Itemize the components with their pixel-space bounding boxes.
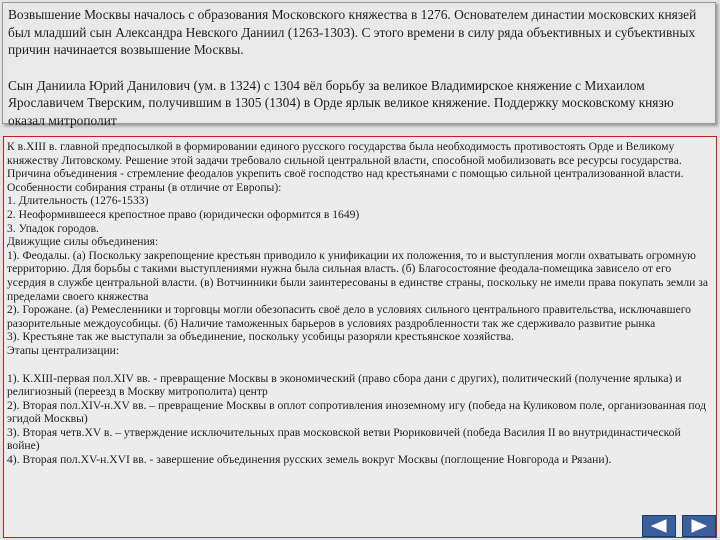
details-line: Этапы централизации: <box>7 343 120 357</box>
details-line: 3). Крестьяне так же выступали за объединение, поскольку усобицы разоряли крестьянское хозяйства. <box>7 330 514 344</box>
previous-slide-button[interactable] <box>642 515 676 537</box>
details-text-box <box>3 136 717 538</box>
details-line: Особенности собирания страны (в отличие от Европы): <box>7 180 282 194</box>
details-line: 1). Феодалы. (а) Поскольку закрепощение крестьян приводило к унификации их положения, то и выступления могли охватывать огромную территорию. Для борьбы с такими выступлениями нужна была сильная власть. (б) Благосостояние феодала-помещика зависело от его усердия в службе центральной власти. (в) Вотчинники были заинтересованы в единстве страны, поскольку не имели права покупать земли за пределами своего княжества <box>7 248 709 303</box>
details-line: Причина объединения - стремление феодалов укрепить своё господство над крестьянами с помощью сильной централизованной власти. <box>7 167 684 181</box>
intro-paragraph-2: Сын Даниила Юрий Данилович (ум. в 1324) с 1304 вёл борьбу за великое Владимирское княжение с Михаилом Ярославичем Тверским, получившим в 1305 (1304) в Орде ярлык великое княжение. Поддержку московскому князю оказал митрополит <box>8 77 674 128</box>
stage-item: 3). Вторая четв.XV в. – утверждение исключительных прав московской ветви Рюриковичей (победа Василия II во внутридинастической войне) <box>7 425 681 453</box>
details-line: 2. Неоформившееся крепостное право (юридически оформится в 1649) <box>7 207 360 221</box>
details-line: 1. Длительность (1276-1533) <box>7 194 149 208</box>
details-line: 3. Упадок городов. <box>7 221 99 235</box>
stage-item: 4). Вторая пол.XV-н.XVI вв. - завершение объединения русских земель вокруг Москвы (поглощение Новгорода и Рязани). <box>7 453 612 467</box>
stage-item: 1). К.XIII-первая пол.XIV вв. - превращение Москвы в экономический (право сбора дани с других), политический (получение ярлыка) и религиозный (переезд в Москву митрополита) центр <box>7 371 682 399</box>
spacer <box>7 358 710 372</box>
triangle-right-icon <box>690 519 708 533</box>
stage-item: 2). Вторая пол.XIV-н.XV вв. – превращение Москвы в оплот сопротивления иноземному игу (победа на Куликовом поле, организованная под эгидой Москвы) <box>7 398 706 426</box>
intro-paragraph-1: Возвышение Москвы началось с образования Московского княжества в 1276. Основателем династии московских князей был младший сын Александра Невского Даниил (1263-1303). С этого времени в силу ряда объективных и субъективных причин начинается возвышение Москвы. <box>8 7 697 58</box>
intro-text-box <box>2 2 716 128</box>
triangle-left-icon <box>650 519 668 533</box>
next-slide-button[interactable] <box>682 515 716 537</box>
details-line: 2). Горожане. (а) Ремесленники и торговцы могли обезопасить своё дело в условиях сильного центрального правительства, исключавшего разорительные междоусобицы. (б) Наличие таможенных барьеров в условиях раздробленности так же сдерживало развитие рынка <box>7 303 691 330</box>
details-line: К в.XIII в. главной предпосылкой в формировании единого русского государства была необходимость противостоять Орде и Великому княжеству Литовскому. Решение этой задачи требовало сильной центральной власти, способной мобилизовать все ресурсы государства. <box>7 140 682 167</box>
details-line: Движущие силы объединения: <box>7 235 159 249</box>
